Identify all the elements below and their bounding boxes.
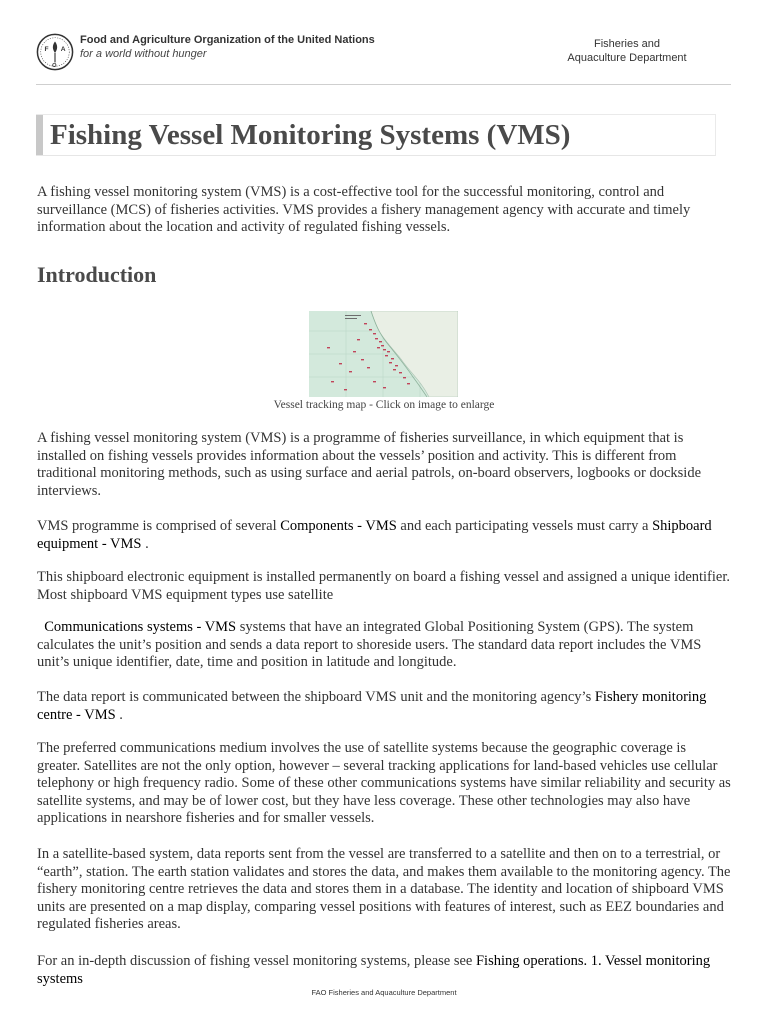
paragraph-4 xyxy=(37,619,732,672)
svg-text:A: A xyxy=(60,46,66,54)
paragraph-6: The preferred communications medium involves the use of satellite systems because the geographic coverage is greater. Satellites are not the only option, however – several tracking applications for land-based vehicles use cellular telephony or high frequency radio. Some of these other communications systems have similar reliability and security as satellite systems, and may be of lower cost, but they have less coverage. These other technologies may also have applications in nearshore fisheries and for smaller vessels. xyxy=(37,740,731,826)
page-header xyxy=(0,0,768,85)
paragraph-2-text-b: and each participating vessels must carry a xyxy=(396,518,653,534)
paragraph-2-text-c: . xyxy=(141,535,149,552)
page-footer: FAO Fisheries and Aquaculture Department xyxy=(311,988,457,997)
fao-logo-icon[interactable] xyxy=(36,33,74,71)
paragraph-1: A fishing vessel monitoring system (VMS) is a programme of fisheries surveillance, in which equipment that is installed on fishing vessels provides information about the vessels’ position and activity. This is different from traditional monitoring methods, such as using surface and aerial patrols, on-board observers, logbooks or dockside interviews. xyxy=(37,430,702,499)
department-line-2: Aquaculture Department xyxy=(567,52,687,64)
paragraph-8-text: For an in-depth discussion of fishing vessel monitoring systems, please see xyxy=(37,953,476,969)
paragraph-2 xyxy=(37,518,732,553)
paragraph-2-text-a: VMS programme is comprised of several xyxy=(37,518,281,534)
communications-systems-vms-link[interactable]: Communications systems - VMS xyxy=(44,619,237,635)
components-vms-link[interactable]: Components - VMS xyxy=(280,518,397,534)
intro-paragraph: A fishing vessel monitoring system (VMS) is a cost-effective tool for the successful monitoring, control and surveillance (MCS) of fisheries activities. VMS provides a fishery management agency with accurate and timely information about the location and activity of regulated fishing vessels. xyxy=(37,184,691,235)
header-divider xyxy=(36,84,731,85)
fishing-operations-vms-link[interactable]: Fishing operations. 1. Vessel monitoring systems xyxy=(37,953,711,987)
title-accent-bar xyxy=(36,115,43,155)
organization-tagline: for a world without hunger xyxy=(80,48,207,60)
vessel-tracking-map-image[interactable] xyxy=(309,311,458,397)
shipboard-equipment-vms-link[interactable]: Shipboard equipment - VMS xyxy=(37,518,712,552)
organization-name: Food and Agriculture Organization of the United Nations xyxy=(80,34,375,46)
paragraph-4-text: systems that have an integrated Global Positioning System (GPS). The system calculates the unit’s position and sends a data report to shoreside users. The standard data report includes the VMS unit’s unique identifier, date, time and position in latitude and longitude. xyxy=(37,619,702,670)
map-graphic xyxy=(309,311,458,397)
paragraph-8 xyxy=(37,953,732,988)
paragraph-5 xyxy=(37,689,732,724)
section-heading-introduction: Introduction xyxy=(37,262,157,287)
svg-text:F: F xyxy=(44,46,49,54)
paragraph-5-text-b: . xyxy=(115,706,123,723)
fishery-monitoring-centre-vms-link[interactable]: Fishery monitoring centre - VMS xyxy=(37,689,707,723)
page-title: Fishing Vessel Monitoring Systems (VMS) xyxy=(50,119,571,151)
paragraph-5-text-a: The data report is communicated between the shipboard VMS unit and the monitoring agency’s xyxy=(37,689,595,705)
page-title-box xyxy=(36,114,716,156)
department-name xyxy=(552,37,702,65)
department-line-1: Fisheries and xyxy=(593,38,661,50)
paragraph-3: This shipboard electronic equipment is installed permanently on board a fishing vessel and assigned a unique identifier. Most shipboard VMS equipment types use satellite xyxy=(37,569,731,603)
paragraph-7: In a satellite-based system, data reports sent from the vessel are transferred to a satellite and then on to a terrestrial, or “earth”, station. The earth station validates and stores the data, and makes them available to the monitoring agency. The fishery monitoring centre retrieves the data and stores them in a database. The identity and location of shipboard VMS units are presented on a map display, comparing vessel positions with features of interest, such as EEZ boundaries and regulated fisheries areas. xyxy=(37,846,731,932)
svg-text:O: O xyxy=(52,63,57,70)
map-caption: Vessel tracking map - Click on image to enlarge xyxy=(273,399,495,411)
